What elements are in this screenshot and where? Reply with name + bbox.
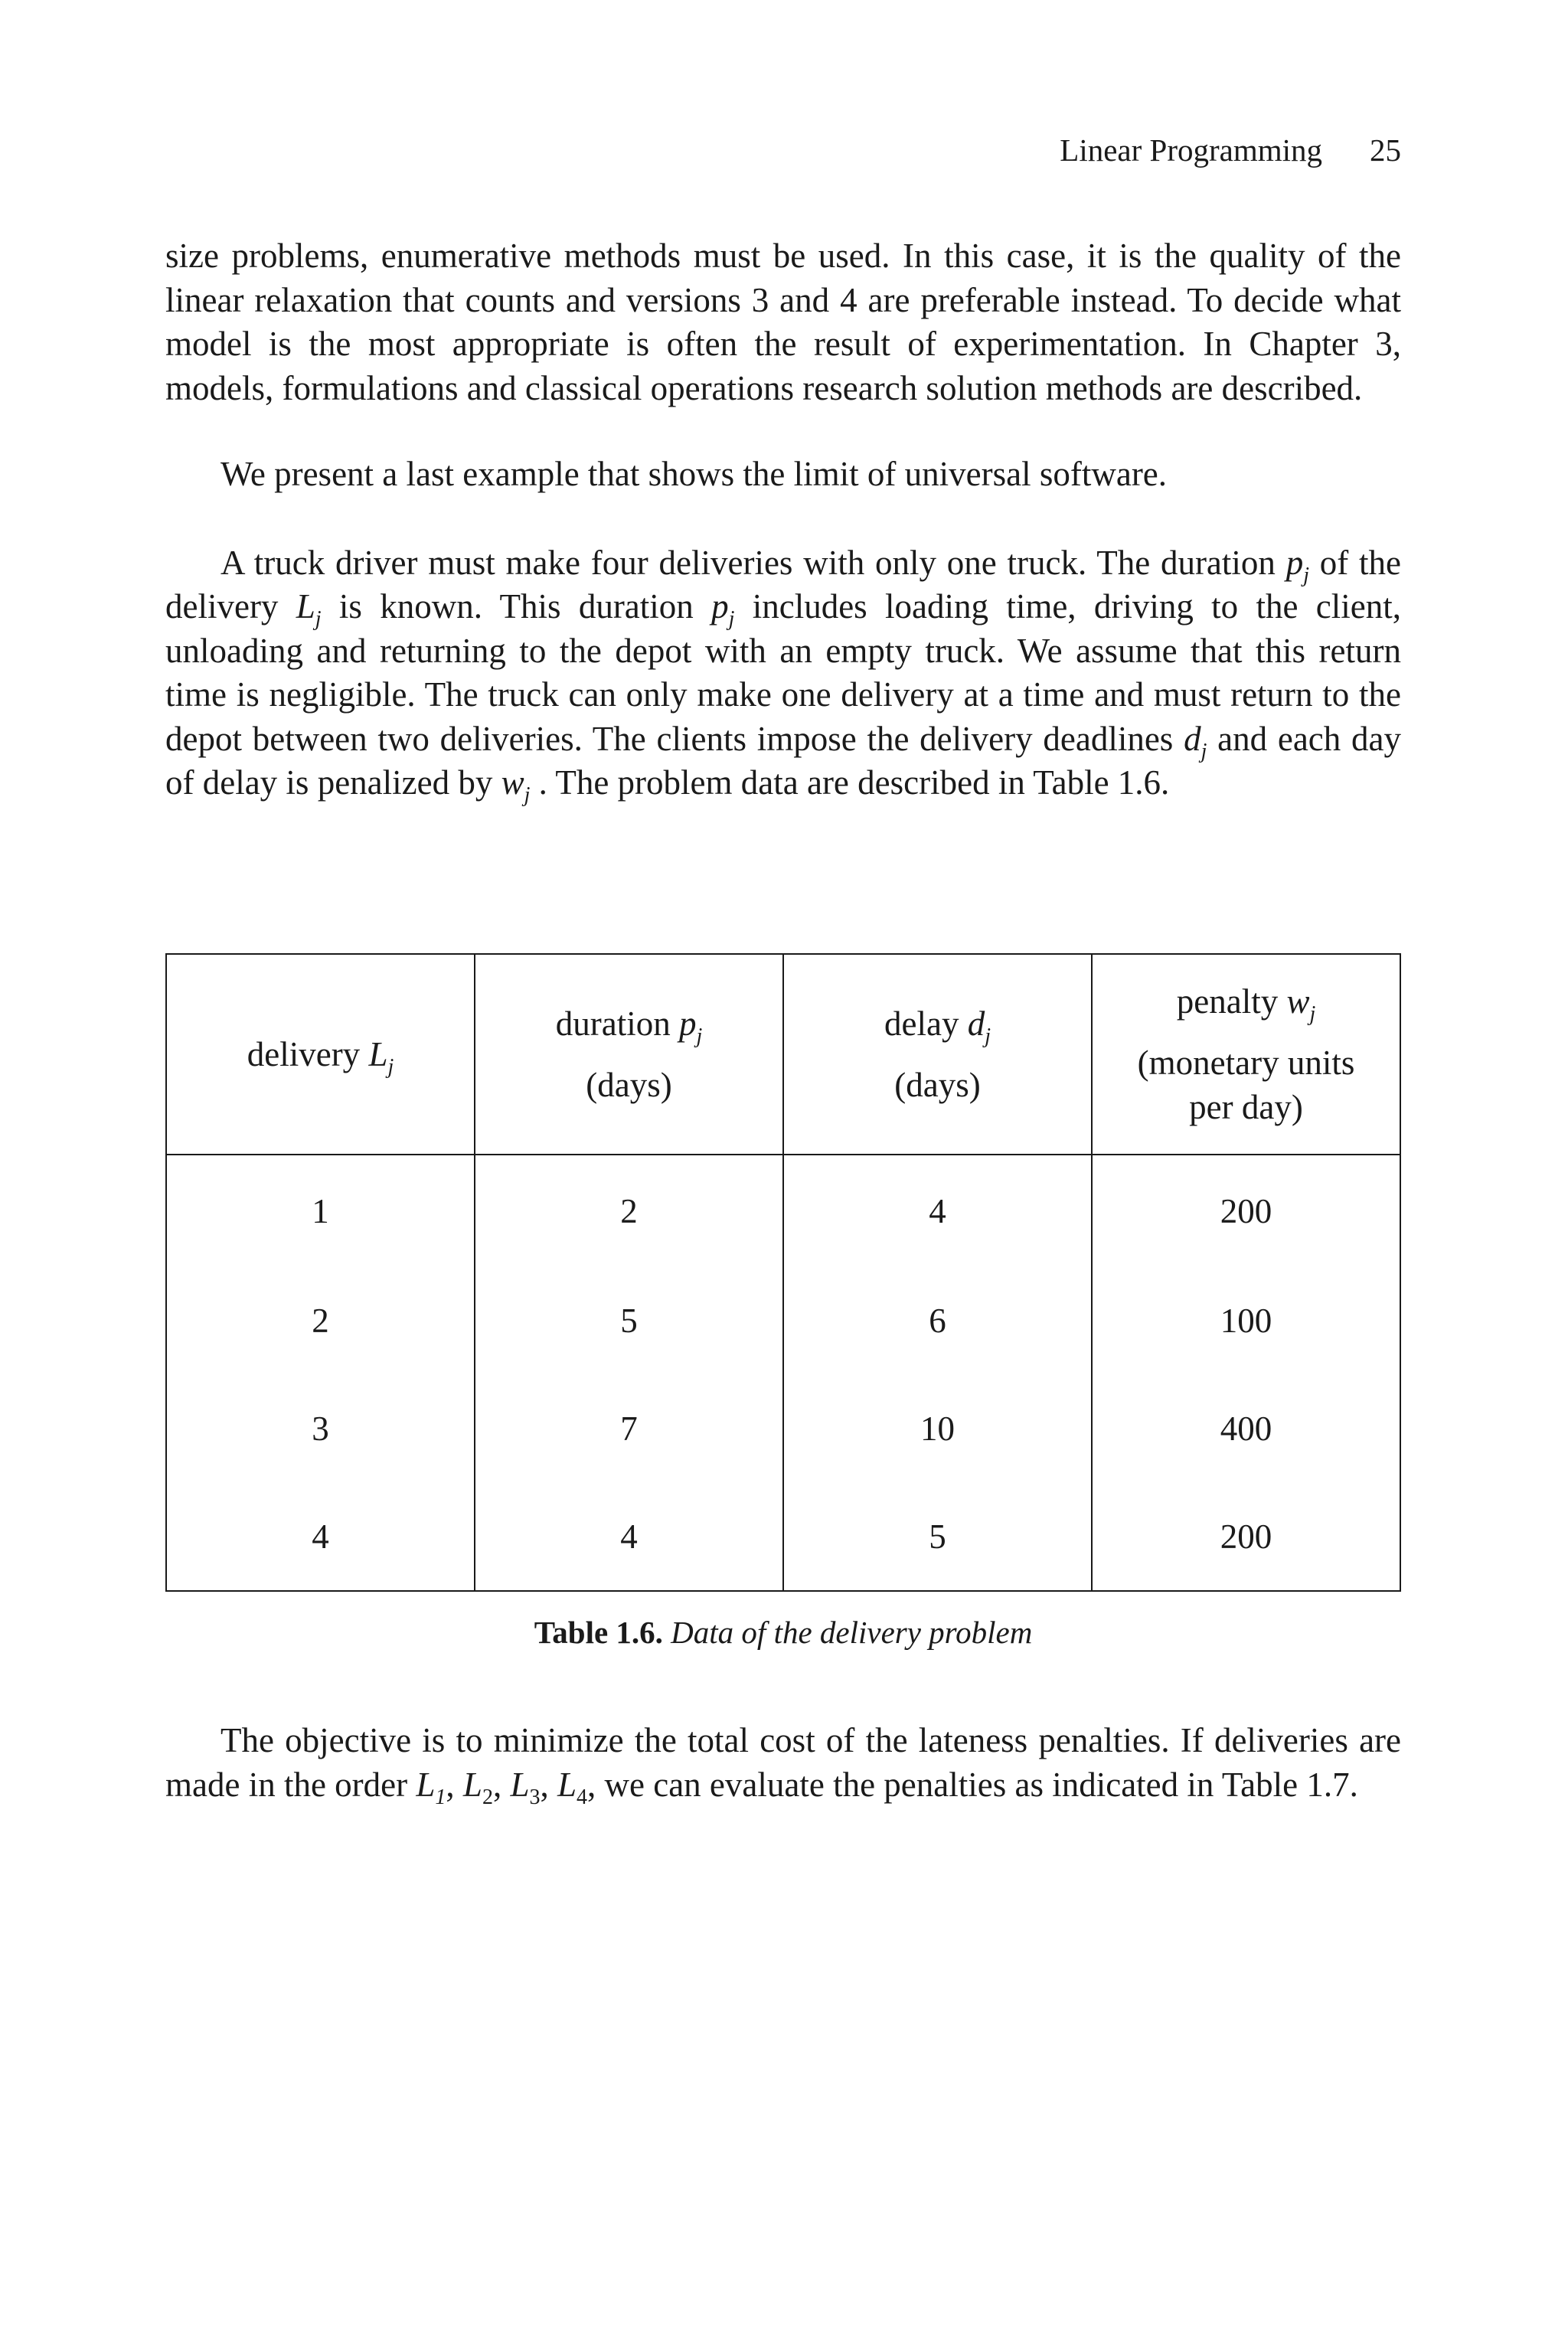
paragraph-3-text: of the delivery — [165, 543, 1401, 626]
header-penalty-unit: (monetary units — [1137, 1044, 1355, 1082]
page-number: 25 — [1370, 132, 1401, 168]
symbol-w: w — [1286, 982, 1310, 1021]
table-cell: 3 — [166, 1374, 475, 1482]
paragraph-3-text: is known. This duration — [321, 587, 712, 626]
symbol-L: L — [462, 1765, 482, 1804]
table-row — [166, 1374, 1400, 1482]
header-duration-unit: (days) — [586, 1066, 672, 1104]
table-row — [166, 1482, 1400, 1591]
table-header-row — [166, 954, 1400, 1155]
subscript-j: j — [387, 1055, 394, 1079]
table-cell: 7 — [475, 1374, 783, 1482]
paragraph-2: We present a last example that shows the limit of universal software. — [220, 455, 1168, 493]
table-cell: 400 — [1092, 1374, 1400, 1482]
separator: , — [540, 1765, 557, 1804]
paragraph-4-text: , we can evaluate the penalties as indicated in Table 1.7. — [587, 1765, 1358, 1804]
header-duration — [475, 954, 783, 1155]
header-penalty — [1092, 954, 1400, 1155]
subscript-j: j — [728, 607, 735, 631]
table-caption — [165, 1614, 1401, 1651]
table-caption-label: Table 1.6. — [534, 1615, 663, 1650]
symbol-L: L — [510, 1765, 530, 1804]
table-cell: 200 — [1092, 1482, 1400, 1591]
table-cell: 4 — [166, 1482, 475, 1591]
symbol-L: L — [368, 1035, 388, 1073]
paragraph-1: size problems, enumerative methods must be used. In this case, it is the quality of the linear relaxation that counts and versions 3 and 4 are preferable instead. To decide what model is the most appropriate is often the result of experimentation. In Chapter 3, models, formulations and classical operations research solution methods are described. — [165, 237, 1401, 407]
header-delivery-label: delivery — [247, 1035, 369, 1073]
paragraph-3-text: includes loading time, driving to the client, unloading and returning to the depot with an empty truck. We assume that this return time is negligible. The truck can only make one delivery at a time and must return to the depot between two deliveries. The clients impose the delivery deadlines — [165, 587, 1402, 758]
running-header — [1060, 132, 1401, 168]
running-title: Linear Programming — [1060, 132, 1322, 168]
subscript-j: j — [1309, 1002, 1316, 1026]
paragraph-3-text: and each day of delay is penalized by — [165, 719, 1401, 802]
header-penalty-unit: per day) — [1189, 1088, 1303, 1126]
symbol-L: L — [296, 587, 315, 626]
subscript-j: j — [524, 783, 531, 807]
table-row — [166, 1155, 1400, 1266]
table-row — [166, 1266, 1400, 1374]
symbol-d: d — [967, 1004, 985, 1043]
table-cell: 10 — [783, 1374, 1092, 1482]
table-cell: 5 — [783, 1482, 1092, 1591]
table-cell: 5 — [475, 1266, 783, 1374]
symbol-L: L — [557, 1765, 577, 1804]
table-cell: 100 — [1092, 1266, 1400, 1374]
subscript-j: j — [696, 1024, 703, 1048]
separator: , — [492, 1765, 511, 1804]
delivery-data-table — [165, 953, 1401, 1592]
symbol-w: w — [501, 763, 524, 802]
symbol-p: p — [1285, 543, 1304, 582]
table-cell: 4 — [783, 1155, 1092, 1266]
subscript-4: 4 — [577, 1785, 587, 1809]
table-cell: 2 — [166, 1266, 475, 1374]
subscript-j: j — [315, 607, 322, 631]
paragraph-3 — [165, 541, 1401, 805]
subscript-j: j — [1303, 563, 1309, 587]
symbol-L: L — [416, 1765, 436, 1804]
symbol-p: p — [711, 587, 729, 626]
header-penalty-label: penalty — [1176, 982, 1287, 1021]
subscript-1: 1 — [435, 1785, 446, 1809]
table-cell: 200 — [1092, 1155, 1400, 1266]
table-caption-text: Data of the delivery problem — [671, 1615, 1033, 1650]
header-delay-label: delay — [884, 1004, 968, 1043]
table-cell: 1 — [166, 1155, 475, 1266]
symbol-p: p — [678, 1004, 697, 1043]
body-text — [165, 234, 1401, 805]
paragraph-4 — [165, 1719, 1401, 1807]
header-delay-unit: (days) — [894, 1066, 981, 1104]
subscript-j: j — [1200, 739, 1207, 763]
table-cell: 6 — [783, 1266, 1092, 1374]
symbol-d: d — [1184, 719, 1201, 758]
table-cell: 4 — [475, 1482, 783, 1591]
subscript-j: j — [985, 1024, 991, 1048]
separator: , — [446, 1765, 463, 1804]
subscript-3: 3 — [529, 1785, 541, 1809]
paragraph-4-text: The objective is to minimize the total cost of the lateness penalties. If deliveries are made in the order — [165, 1721, 1401, 1804]
header-delivery — [166, 954, 475, 1155]
paragraph-3-text: A truck driver must make four deliveries with only one truck. The duration — [220, 543, 1286, 582]
subscript-2: 2 — [482, 1785, 493, 1809]
table-cell: 2 — [475, 1155, 783, 1266]
header-duration-label: duration — [555, 1004, 679, 1043]
header-delay — [783, 954, 1092, 1155]
paragraph-3-text: . The problem data are described in Table 1.6. — [530, 763, 1170, 802]
